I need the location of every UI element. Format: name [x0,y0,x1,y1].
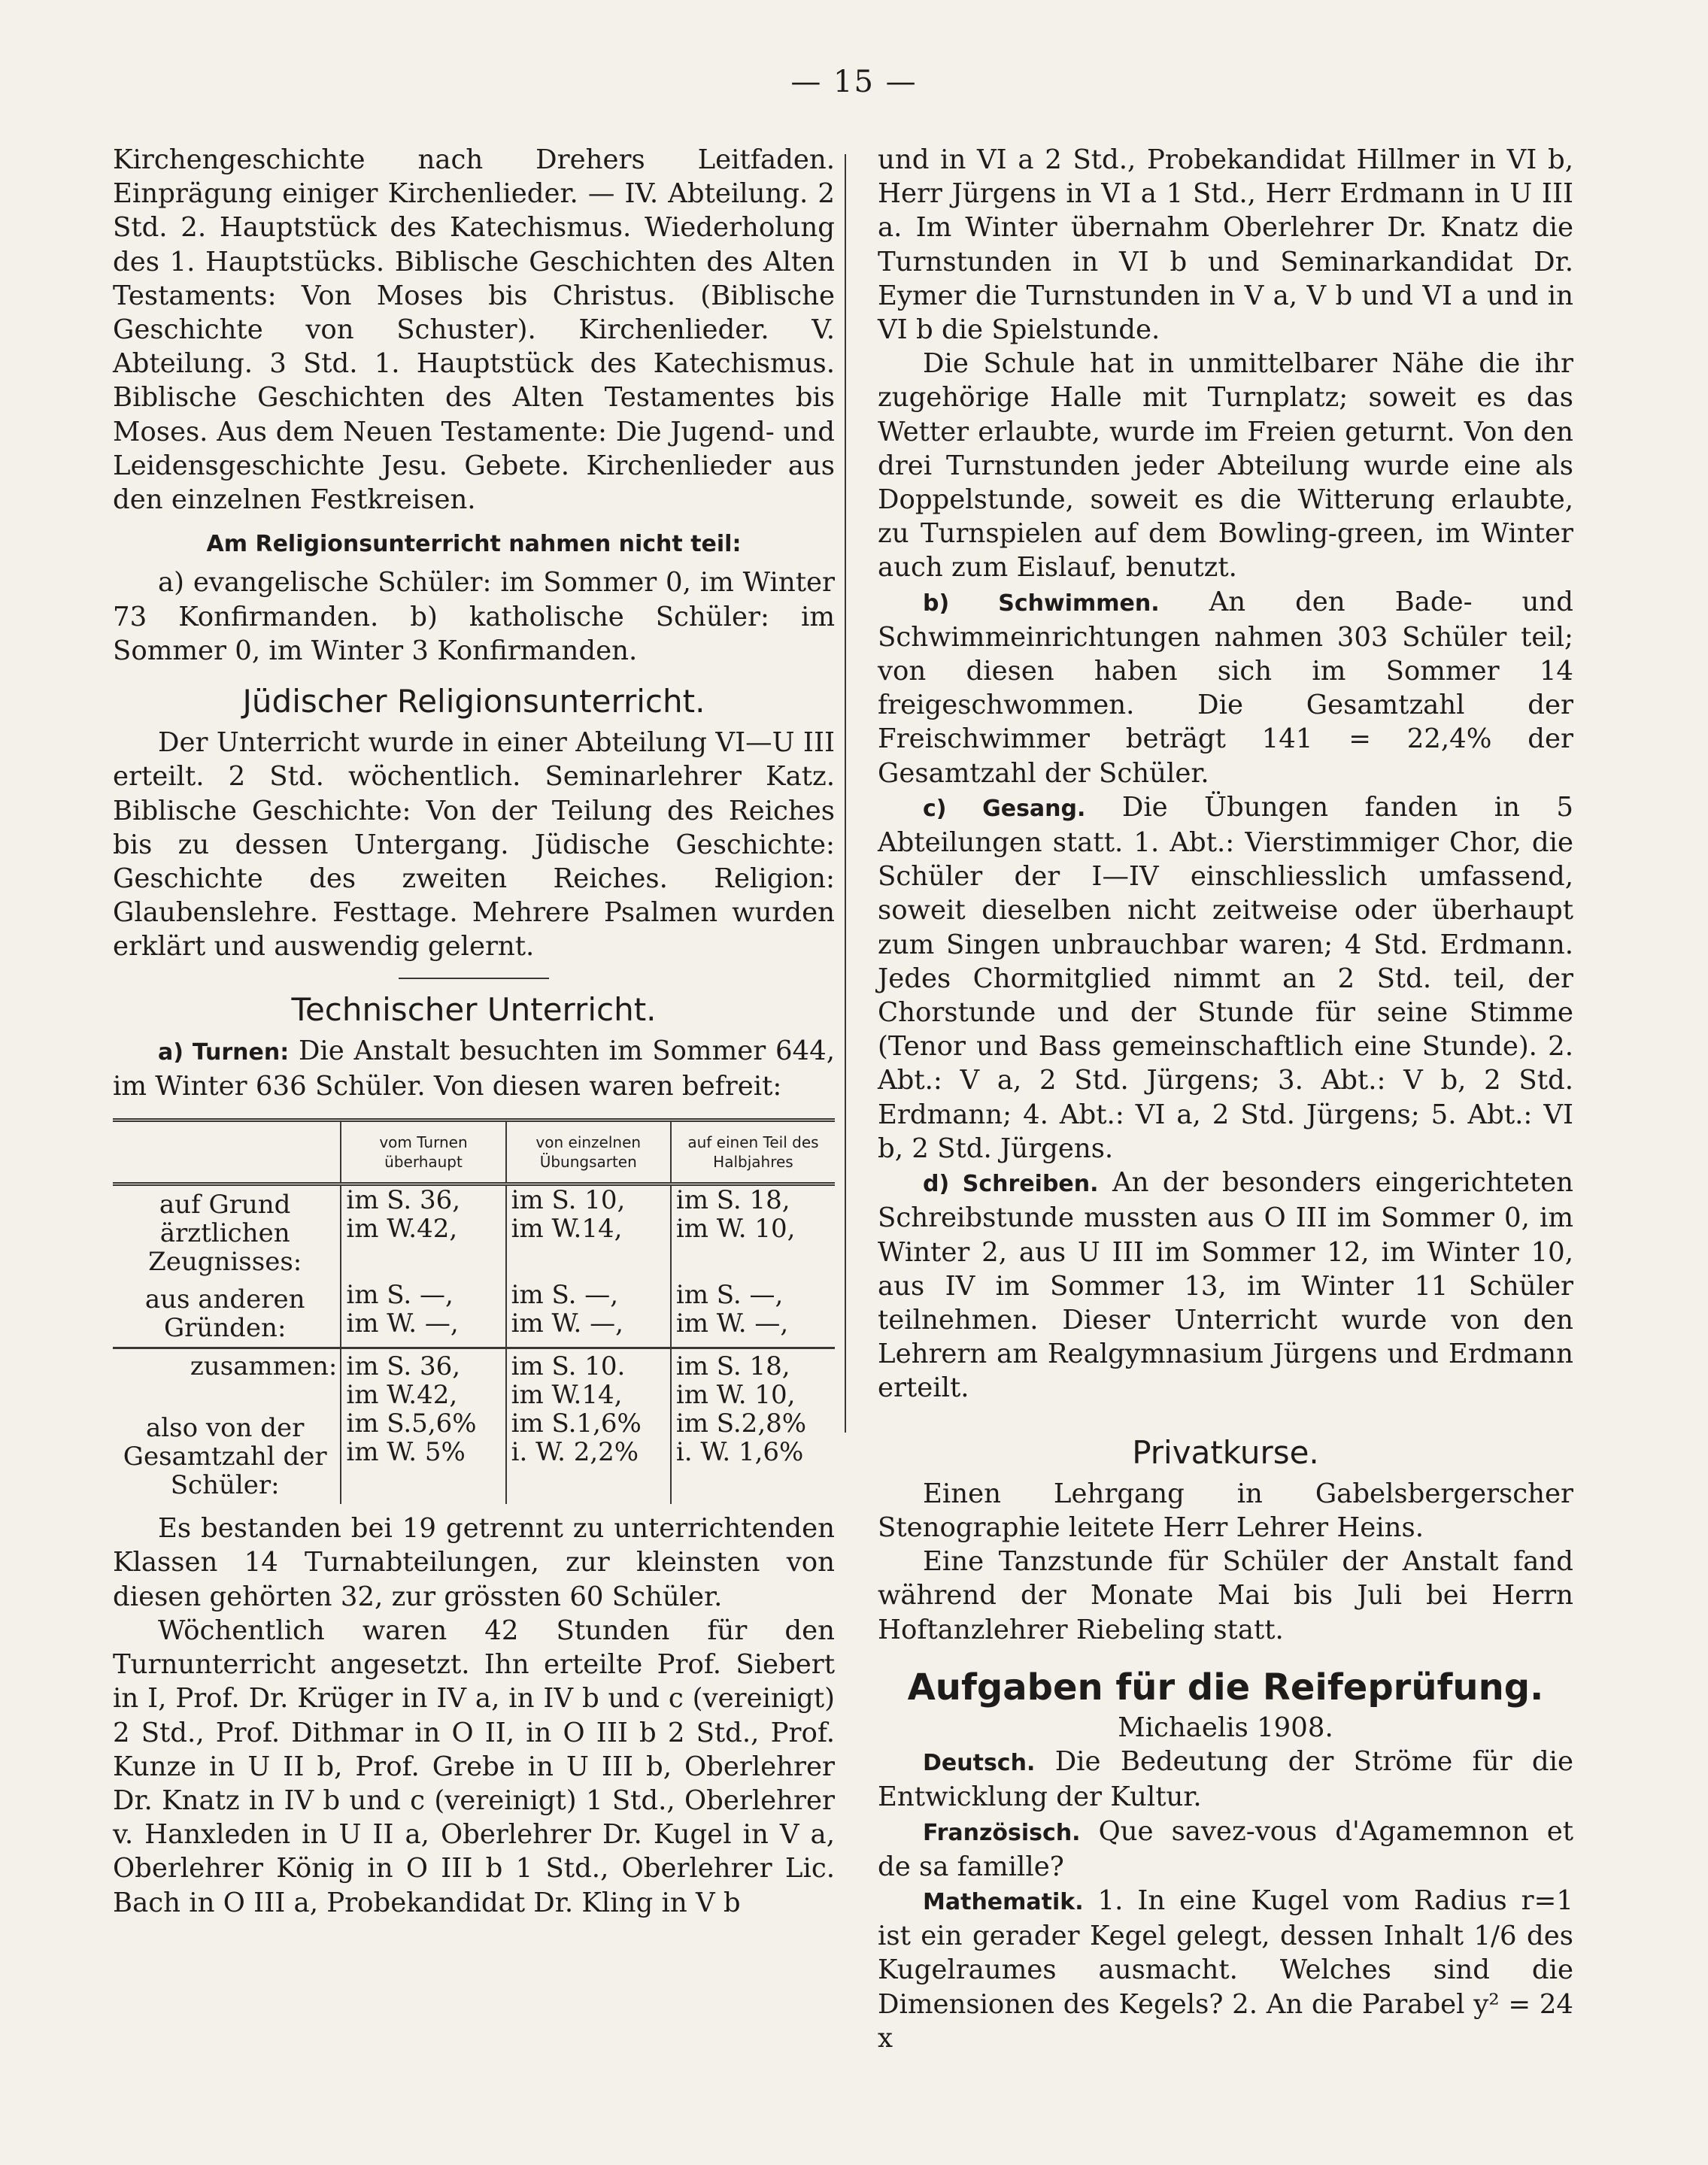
page-number: — 15 — [790,65,918,99]
exemption-table [113,1118,835,1504]
schwimmen-paragraph [878,585,1573,790]
table-cell: im S. 18, im W. 10, [671,1348,835,1410]
private-course-2: Eine Tanzstunde für Schüler der Anstalt fand während der Monate Mai bis Juli bei Herrn Hoftanzlehrer Riebeling statt. [878,1546,1573,1645]
mathematik-task: Mathematik. 1. In eine Kugel vom Radius r=1 ist ein gerader Kegel gelegt, dessen Inhalt 1/6 des Kugelraumes ausmacht. Welches sind die Dimensionen des Kegels? 2. An die Parabel y² = 24 x [878,1885,1573,2054]
column-divider [845,154,846,1433]
table-cell: im S. —, im W. —, [671,1281,835,1348]
turn-teachers-paragraph: Wöchentlich waren 42 Stunden für den Turnunterricht angesetzt. Ihn erteilte Prof. Siebert in I, Prof. Dr. Krüger in IV a, in IV b und c (vereinigt) 2 Std., Prof. Dithmar in O II, in O III b 2 Std., Prof. Kunze in U II b, Prof. Grebe in U III b, Oberlehrer Dr. Knatz in IV b und c (vereinigt) 1 Std., Oberlehrer v. Hanxleden in U II a, Oberlehrer Dr. Kugel in V a, Oberlehrer König in O III b 1 Std., Oberlehrer Lic. Bach in O III a, Probekandidat Dr. Kling in V b [113,1615,835,1918]
turnen-label: a) Turnen: [158,1039,290,1066]
table-cell: im S.1,6% i. W. 2,2% [506,1409,671,1504]
table-header-col3: auf einen Teil des Halbjahres [671,1120,835,1184]
mathematik-label: Mathematik. [923,1888,1084,1915]
table-header-col2: von einzelnen Übungsarten [506,1120,671,1184]
right-column [878,143,1573,2055]
table-row [113,1348,835,1410]
schwimmen-text: An den Bade- und Schwimmeinrichtungen nahmen 303 Schüler teil; von diesen haben sich im Sommer 14 freigeschwommen. Die Gesamtzahl der Freischwimmer beträgt 141 = 22,4% der Gesamtzahl der Schüler. [878,586,1573,789]
schreiben-text: An der besonders eingerichteten Schreibstunde mussten aus O III im Sommer 0, im Winter 2, aus U III im Sommer 12, im Winter 10, aus IV im Sommer 13, im Winter 11 Schüler teilnehmen. Dieser Unterricht wurde von den Lehrern am Realgymnasium Jürgens und Erdmann erteilt. [878,1167,1573,1404]
final-exam-subheading: Michaelis 1908. [1118,1712,1333,1743]
franzoesisch-label: Französisch. [923,1819,1081,1846]
table-cell: im S. 10, im W.14, [506,1184,671,1281]
not-part-heading: Am Religionsunterricht nahmen nicht teil: [206,531,742,558]
not-part-paragraph: a) evangelische Schüler: im Sommer 0, im Winter 73 Konfirmanden. b) katholische Schüler: im Sommer 0, im Winter 3 Konfirmanden. [113,567,835,666]
schwimmen-label: b) Schwimmen. [923,590,1160,617]
turn-teachers-continued: und in VI a 2 Std., Probekandidat Hillmer in VI b, Herr Jürgens in VI a 1 Std., Herr Erdmann in U III a. Im Winter übernahm Oberlehrer Dr. Knatz die Turnstunden in VI b und Seminarkandidat Dr. Eymer die Turnstunden in V a, V b und VI a und in VI b die Spielstunde. [878,144,1573,346]
gesang-text: Die Übungen fanden in 5 Abteilungen statt. 1. Abt.: Vierstimmiger Chor, die Schüler der I—IV einschliesslich umfassend, soweit dieselben nicht zeitweise oder überhaupt zum Singen unbrauchbar waren; 4 Std. Erdmann. Jedes Chormitglied nimmt an 2 Std. teil, der Chorstunde und der Stunde für seine Stimme (Tenor und Bass gemeinschaftlich eine Stunde). 2. Abt.: V a, 2 Std. Jürgens; 3. Abt.: V b, 2 Std. Erdmann; 4. Abt.: VI a, 2 Std. Jürgens; 5. Abt.: VI b, 2 Std. Jürgens. [878,791,1573,1164]
jewish-religion-paragraph: Der Unterricht wurde in einer Abteilung VI—U III erteilt. 2 Std. wöchentlich. Seminarlehrer Katz. Biblische Geschichte: Von der Teilung des Reiches bis zu dessen Untergang. Jüdische Geschichte: Geschichte des zweiten Reiches. Religion: Glaubenslehre. Festtage. Mehrere Psalmen wurden erklärt und auswendig gelernt. [113,727,835,963]
table-header-col1: vom Turnen überhaupt [341,1120,505,1184]
final-exam-heading: Aufgaben für die Reifeprüfung. [907,1666,1544,1709]
gesang-paragraph [878,790,1573,1166]
row-label: auf Grund ärztlichen Zeugnisses: [148,1190,302,1278]
row-label: also von der Gesamtzahl der Schüler: [123,1413,327,1501]
table-cell: im S.2,8% i. W. 1,6% [671,1409,835,1504]
table-header-label [113,1120,341,1184]
table-row [113,1184,835,1281]
table-header-row [113,1120,835,1184]
jewish-religion-heading: Jüdischer Religionsunterricht. [242,683,705,720]
technical-instruction-heading: Technischer Unterricht. [291,990,657,1028]
table-cell: im S. 36, im W.42, [341,1184,505,1281]
table-cell: im S. —, im W. —, [341,1281,505,1348]
row-label: zusammen: [190,1351,338,1382]
private-course-1: Einen Lehrgang in Gabelsbergerscher Stenographie leitete Herr Lehrer Heins. [878,1478,1573,1543]
private-courses-heading: Privatkurse. [1132,1433,1319,1471]
section-rule [399,978,549,979]
table-cell: im S. 10. im W.14, [506,1348,671,1410]
table-row [113,1409,835,1504]
turn-divisions-paragraph: Es bestanden bei 19 getrennt zu unterrichtenden Klassen 14 Turnabteilungen, zur kleinsten von diesen gehörten 32, zur grössten 60 Schüler. [113,1513,835,1612]
gesang-label: c) Gesang. [923,795,1086,822]
left-column [113,143,835,1920]
schreiben-label: d) Schreiben. [923,1171,1099,1198]
gym-hall-paragraph: Die Schule hat in unmittelbarer Nähe die ihr zugehörige Halle mit Turnplatz; soweit es das Wetter erlaubte, wurde im Freien geturnt. Von den drei Turnstunden jeder Abteilung wurde eine als Doppelstunde, soweit es die Witterung erlaubte, zu Turnspielen auf dem Bowling-green, im Winter auch zum Eislauf, benutzt. [878,348,1573,584]
schreiben-paragraph [878,1166,1573,1405]
turnen-paragraph [113,1034,835,1103]
table-cell: im S. 18, im W. 10, [671,1184,835,1281]
franzoesisch-task: Französisch. Que savez-vous d'Agamemnon et de sa famille? [878,1815,1573,1882]
deutsch-label: Deutsch. [923,1750,1036,1777]
deutsch-task: Deutsch. Die Bedeutung der Ströme für die Entwicklung der Kultur. [878,1746,1573,1813]
table-cell: im S. —, im W. —, [506,1281,671,1348]
turnen-text: Die Anstalt besuchten im Sommer 644, im Winter 636 Schüler. Von diesen waren befreit: [113,1035,835,1102]
table-row [113,1281,835,1348]
table-cell: im S.5,6% im W. 5% [341,1409,505,1504]
religion-intro-paragraph: Kirchengeschichte nach Drehers Leitfaden. Einprägung einiger Kirchenlieder. — IV. Abteilung. 2 Std. 2. Hauptstück des Katechismus. Wiederholung des 1. Hauptstücks. Biblische Geschichten des Alten Testaments: Von Moses bis Christus. (Biblische Geschichte von Schuster). Kirchenlieder. V. Abteilung. 3 Std. 1. Hauptstück des Katechismus. Biblische Geschichten des Alten Testamentes bis Moses. Aus dem Neuen Testamente: Die Jugend- und Leidensgeschichte Jesu. Gebete. Kirchenlieder aus den einzelnen Festkreisen. [113,144,835,516]
row-label: aus anderen Gründen: [144,1284,305,1344]
table-cell: im S. 36, im W.42, [341,1348,505,1410]
